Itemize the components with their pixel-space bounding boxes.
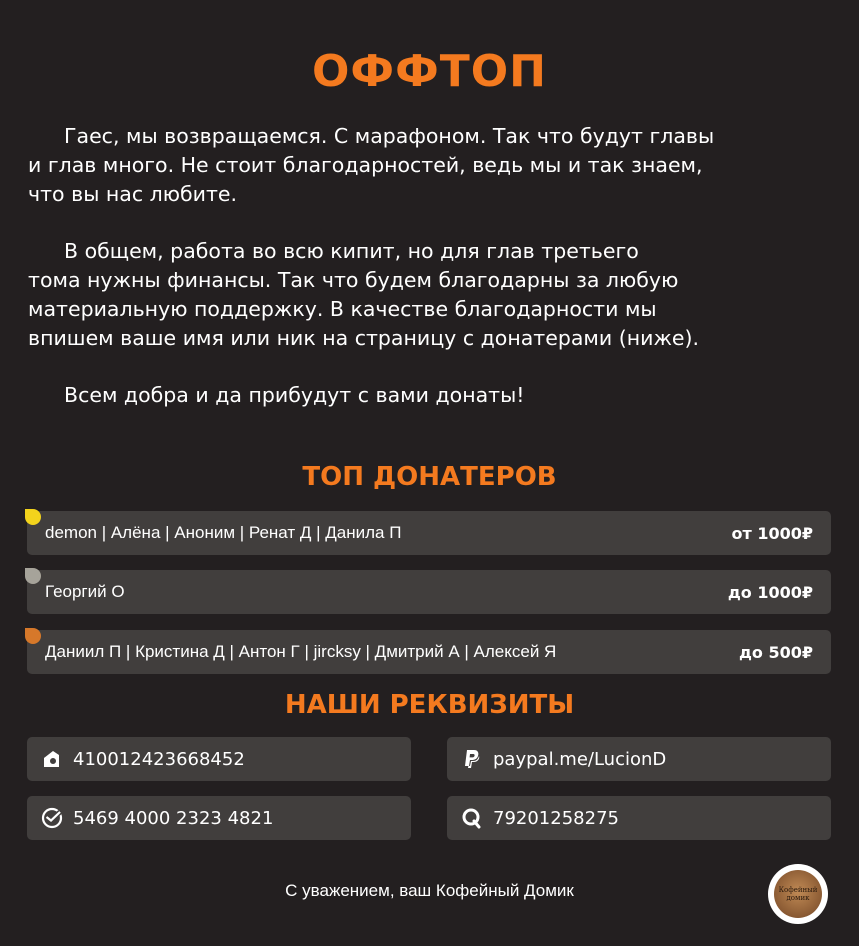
sberbank-card-number: 5469 4000 2323 4821 [73, 807, 274, 829]
tier-marker-icon [25, 628, 41, 644]
donor-amount: от 1000₽ [731, 523, 813, 543]
yoomoney-requisite[interactable] [27, 737, 411, 781]
qiwi-icon [459, 805, 485, 831]
tier-marker-icon [25, 509, 41, 525]
requisites-title: НАШИ РЕКВИЗИТЫ [284, 690, 575, 720]
message-paragraph-2: В общем, работа во всю кипит, но для глав третьего тома нужны финансы. Так что будем благодарны за любую материальную поддержку. В качестве благодарности мы впишем ваше имя или ник на страницу с донатерами (ниже). [28, 239, 700, 350]
message-paragraph-1: Гаес, мы возвращаемся. С марафоном. Так что будут главы и глав много. Не стоит благодарностей, ведь мы и так знаем, что вы нас любите. [28, 124, 715, 206]
message-paragraph-3: Всем добра и да прибудут с вами донаты! [64, 383, 525, 407]
paypal-requisite[interactable] [447, 737, 831, 781]
donor-tier-silver [27, 570, 831, 614]
page-title: ОФФТОП [312, 46, 547, 97]
signature: С уважением, ваш Кофейный Домик [285, 881, 574, 900]
donor-amount: до 1000₽ [727, 582, 813, 602]
paypal-link: paypal.me/LucionD [493, 748, 667, 770]
yoomoney-number: 410012423668452 [73, 748, 245, 770]
tier-marker-icon [25, 568, 41, 584]
coffee-house-logo [768, 864, 828, 924]
logo-emblem [774, 870, 822, 918]
donor-tier-gold [27, 511, 831, 555]
paypal-icon [459, 746, 485, 772]
sberbank-requisite[interactable] [27, 796, 411, 840]
yoomoney-icon [39, 746, 65, 772]
sberbank-icon [39, 805, 65, 831]
donor-names: Георгий О [45, 582, 125, 601]
donor-names: demon | Алёна | Аноним | Ренат Д | Данила П [45, 523, 402, 542]
qiwi-phone: 79201258275 [493, 807, 619, 829]
donor-tier-bronze [27, 630, 831, 674]
logo-text: Кофейный домик [778, 886, 818, 902]
top-donors-title: ТОП ДОНАТЕРОВ [302, 462, 557, 492]
qiwi-requisite[interactable] [447, 796, 831, 840]
donor-names: Даниил П | Кристина Д | Антон Г | jircksy | Дмитрий А | Алексей Я [45, 642, 557, 661]
donor-amount: до 500₽ [738, 642, 813, 662]
